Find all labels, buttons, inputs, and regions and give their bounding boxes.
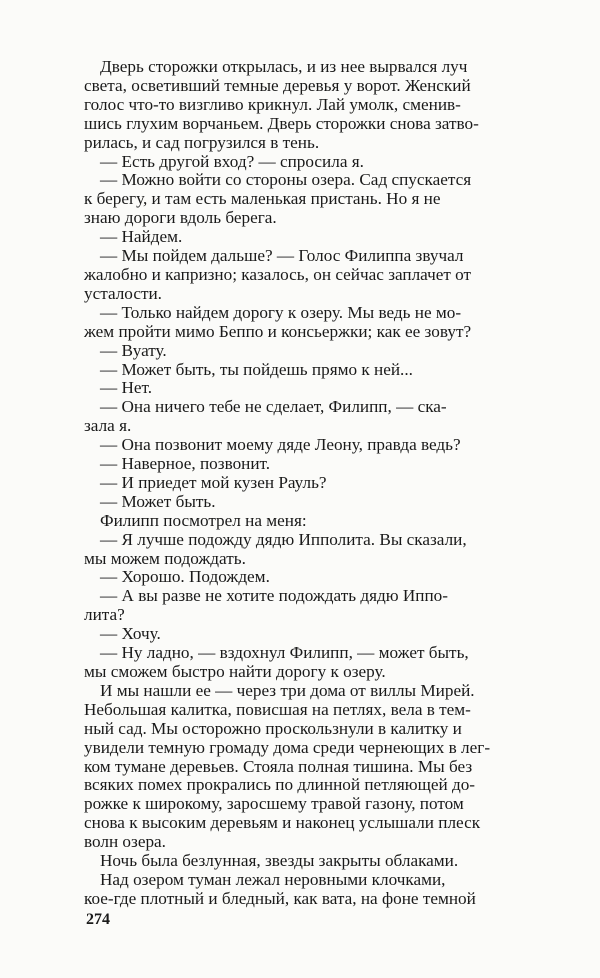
paragraph: — Только найдем дорогу к озеру. Мы ведь не мо- жем пройти мимо Беппо и консьержки; как ее зовут? (84, 302, 472, 341)
paragraph: — Нет. (100, 378, 153, 398)
body-text (84, 58, 544, 909)
paragraph: — Она позвонит моему дяде Леону, правда ведь? (100, 435, 461, 455)
paragraph: — Вуату. (100, 340, 167, 360)
paragraph: — Можно войти со стороны озера. Сад спускается к берегу, и там есть маленькая пристань. Но я не знаю дороги вдоль берега. (84, 170, 472, 228)
paragraph: — Я лучше подожду дядю Ипполита. Вы сказали, мы можем подождать. (84, 529, 467, 568)
paragraph: — И приедет мой кузен Рауль? (100, 472, 327, 492)
paragraph: — Может быть. (100, 491, 216, 511)
paragraph: — Может быть, ты пойдешь прямо к ней... (100, 359, 413, 379)
paragraph: Дверь сторожки открылась, и из нее вырвался луч света, осветивший темные деревья у ворот. Женский голос что-то визгливо крикнул. Лай умолк, сменив- шись глухим ворчаньем. Дверь сторожки снова затво- рилась, и сад погрузился в тень. (84, 57, 479, 152)
paragraph: — Есть другой вход? — спросила я. (100, 151, 364, 171)
paragraph: — Найдем. (100, 227, 183, 247)
paragraph: — Мы пойдем дальше? — Голос Филиппа звучал жалобно и капризно; казалось, он сейчас заплачет от усталости. (84, 246, 472, 303)
paragraph: Филипп посмотрел на меня: (100, 510, 307, 530)
page-number: 274 (86, 911, 110, 928)
paragraph: — Хочу. (100, 624, 161, 644)
paragraph: — Хорошо. Подождем. (100, 567, 270, 587)
paragraph: Ночь была безлунная, звезды закрыты облаками. (100, 851, 459, 871)
paragraph: — Она ничего тебе не сделает, Филипп, — ска- зала я. (84, 397, 447, 436)
paragraph: — А вы разве не хотите подождать дядю Иппо- лита? (84, 586, 448, 625)
paragraph: — Ну ладно, — вздохнул Филипп, — может быть, мы сможем быстро найти дорогу к озеру. (84, 643, 469, 681)
paragraph: — Наверное, позвонит. (100, 454, 271, 474)
paragraph: Над озером туман лежал неровными клочками, кое-где плотный и бледный, как вата, на фоне темной (84, 869, 476, 908)
paragraph: И мы нашли ее — через три дома от виллы Мирей. Небольшая калитка, повисшая на петлях, вела в тем- ный сад. Мы осторожно проскользнули в калитку и увидели темную громаду дома среди чернеющих в лег- ком тумане деревьев. Стояла полная тишина. Мы без всяких помех прокрались по длинной петляющей до- рожке к широкому, заросшему травой газону, потом снова к высоким деревьям и наконец услышали плеск волн озера. (84, 680, 491, 852)
